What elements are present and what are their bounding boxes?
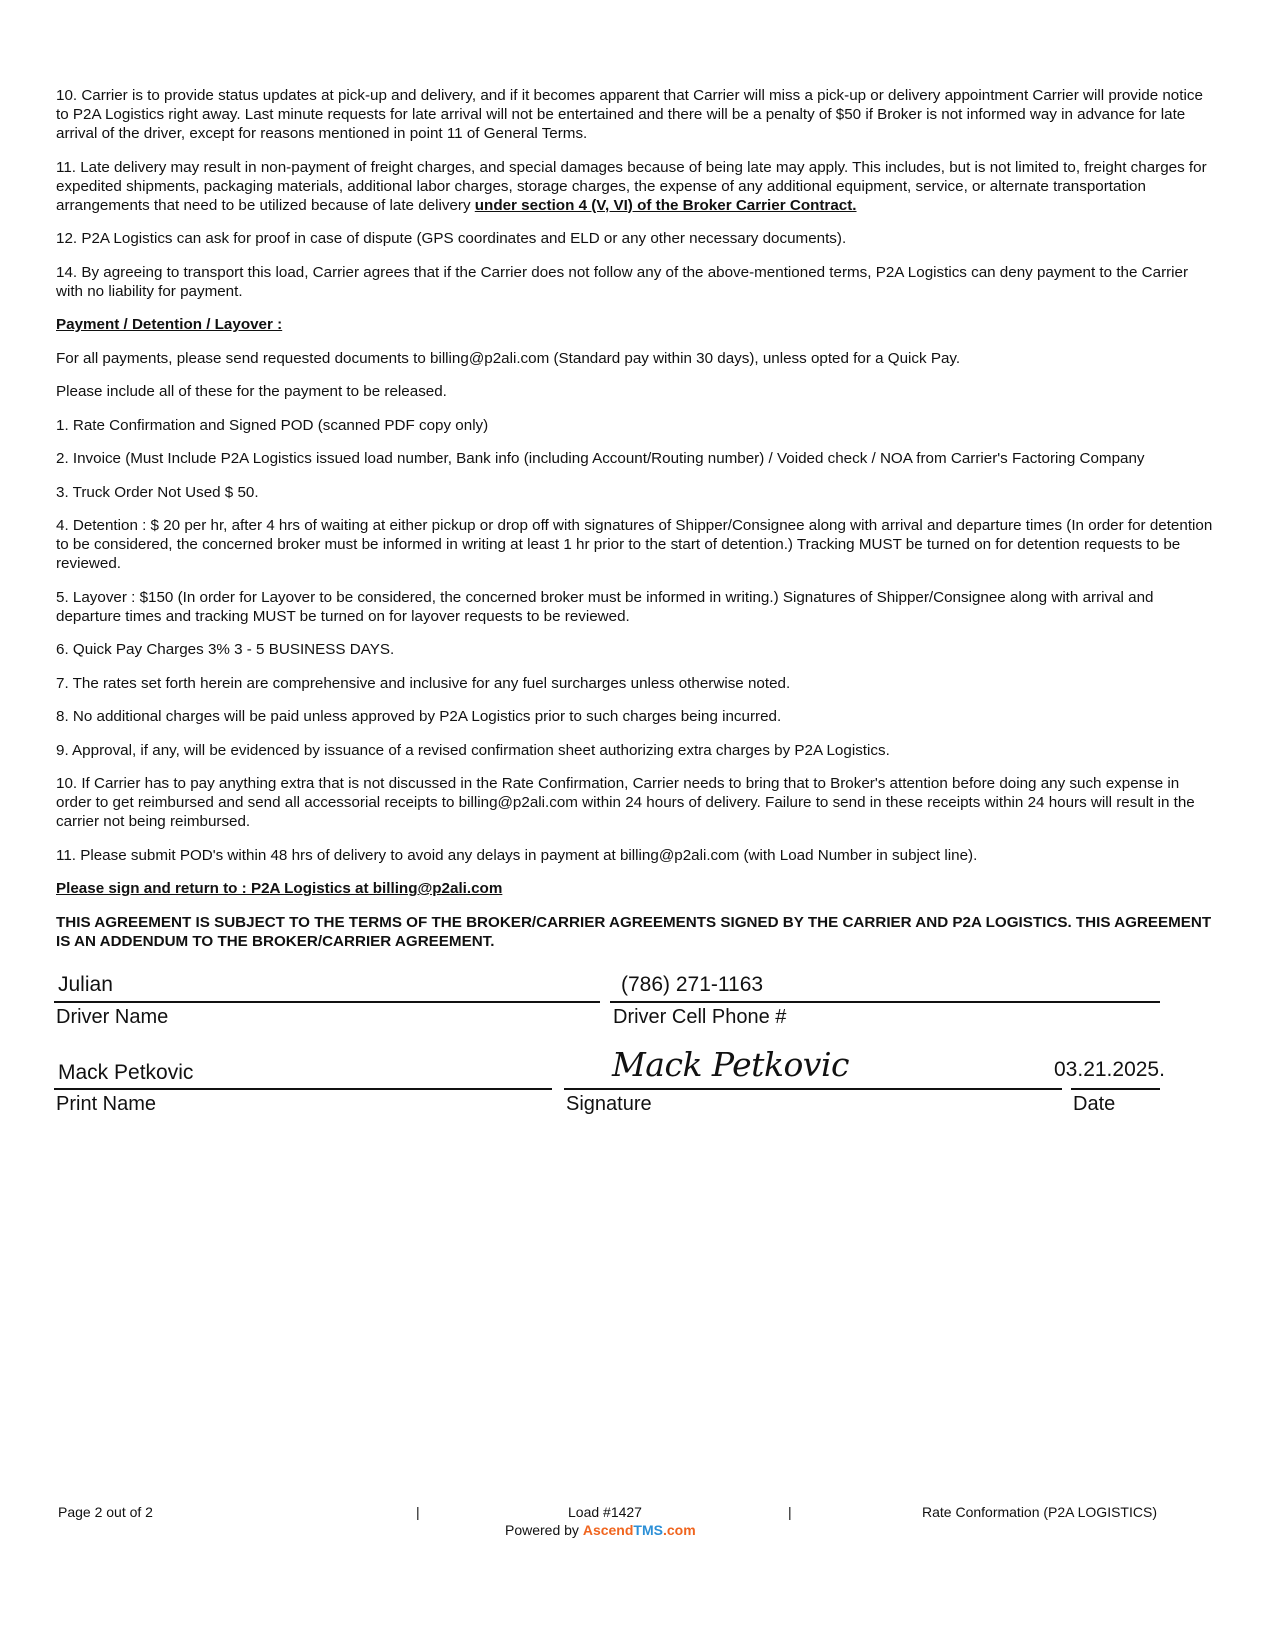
footer-separator-2: | [788, 1504, 792, 1520]
payment-item-6: 6. Quick Pay Charges 3% 3 - 5 BUSINESS DAYS. [56, 641, 395, 658]
date-label: Date [1073, 1093, 1116, 1115]
print-name-line [54, 1088, 552, 1090]
driver-phone-value: (786) 271-1163 [621, 973, 764, 996]
agreement-notice: THIS AGREEMENT IS SUBJECT TO THE TERMS OF THE BROKER/CARRIER AGREEMENTS SIGNED BY THE CARRIER AND P2A LOGISTICS. THIS AGREEMENT IS AN ADDENDUM TO THE BROKER/CARRIER AGREEMENT. [56, 913, 1212, 950]
brand-tms: TMS [633, 1522, 663, 1538]
term-11-text: 11. Late delivery may result in non-payment of freight charges, and special damages because of being late may apply. This includes, but is not limited to, freight charges for expedited shipments, packaging materials, additional labor charges, storage charges, the expense of any additional equipment, service, or alternate transportation arrangements that need to be utilized because of late delivery [56, 158, 1207, 214]
brand-ascend: Ascend [582, 1522, 634, 1538]
date-value: 03.21.2025. [1054, 1058, 1165, 1081]
footer-page-number: Page 2 out of 2 [58, 1504, 153, 1520]
footer-separator-1: | [416, 1504, 420, 1520]
driver-phone-label: Driver Cell Phone # [613, 1006, 787, 1028]
driver-name-line [54, 1001, 600, 1003]
footer-document-title: Rate Conformation (P2A LOGISTICS) [922, 1504, 1157, 1520]
signature-line [564, 1088, 1062, 1090]
driver-name-value: Julian [58, 973, 113, 996]
payment-item-11: 11. Please submit POD's within 48 hrs of delivery to avoid any delays in payment at billing@p2ali.com (with Load Number in subject line). [56, 846, 978, 864]
brand-com: .com [662, 1522, 696, 1538]
term-11-contract-reference: under section 4 (V, VI) of the Broker Carrier Contract. [474, 196, 857, 214]
payment-item-8: 8. No additional charges will be paid unless approved by P2A Logistics prior to such charges being incurred. [56, 708, 782, 725]
term-12: 12. P2A Logistics can ask for proof in case of dispute (GPS coordinates and ELD or any other necessary documents). [56, 230, 847, 247]
term-11 [56, 158, 1216, 215]
driver-name-label: Driver Name [56, 1006, 169, 1028]
payment-intro-1: For all payments, please send requested documents to billing@p2ali.com (Standard pay within 30 days), unless opted for a Quick Pay. [56, 349, 961, 367]
handwritten-signature: Mack Petkovic [612, 1045, 849, 1084]
payment-intro-2: Please include all of these for the payment to be released. [56, 383, 447, 400]
terms-content [56, 86, 1216, 965]
driver-phone-line [610, 1001, 1160, 1003]
payment-item-5: 5. Layover : $150 (In order for Layover to be considered, the concerned broker must be informed in writing.) Signatures of Shipper/Consignee along with arrival and departure times and tracking MUST be turned on for layover requests to be reviewed. [56, 588, 1154, 625]
footer-load-number: Load #1427 [568, 1504, 642, 1520]
date-line [1071, 1088, 1160, 1090]
payment-item-3: 3. Truck Order Not Used $ 50. [56, 483, 259, 501]
print-name-label: Print Name [56, 1093, 157, 1115]
payment-item-1: 1. Rate Confirmation and Signed POD (scanned PDF copy only) [56, 416, 489, 434]
sign-and-return: Please sign and return to : P2A Logistics at billing@p2ali.com [56, 880, 503, 897]
payment-item-7: 7. The rates set forth herein are comprehensive and inclusive for any fuel surcharges unless otherwise noted. [56, 674, 791, 692]
payment-heading: Payment / Detention / Layover : [56, 316, 283, 333]
footer-powered-by [505, 1522, 696, 1538]
payment-item-9: 9. Approval, if any, will be evidenced by issuance of a revised confirmation sheet authorizing extra charges by P2A Logistics. [56, 741, 890, 759]
print-name-value: Mack Petkovic [58, 1061, 194, 1084]
signature-label: Signature [566, 1093, 652, 1115]
payment-item-10: 10. If Carrier has to pay anything extra that is not discussed in the Rate Confirmation, Carrier needs to bring that to Broker's attention before doing any such expense in order to get reimbursed and send all accessorial receipts to billing@p2ali.com within 24 hours of delivery. Failure to send in these receipts within 24 hours will result in the carrier not being reimbursed. [56, 775, 1195, 830]
term-14: 14. By agreeing to transport this load, Carrier agrees that if the Carrier does not follow any of the above-mentioned terms, P2A Logistics can deny payment to the Carrier with no liability for payment. [56, 263, 1189, 300]
term-10: 10. Carrier is to provide status updates at pick-up and delivery, and if it becomes apparent that Carrier will miss a pick-up or delivery appointment Carrier will provide notice to P2A Logistics right away. Last minute requests for late arrival will not be entertained and there will be a penalty of $50 if Broker is not informed way in advance for late arrival of the driver, except for reasons mentioned in point 11 of General Terms. [56, 87, 1203, 142]
payment-item-2: 2. Invoice (Must Include P2A Logistics issued load number, Bank info (including Account/Routing number) / Voided check / NOA from Carrier's Factoring Company [56, 450, 1145, 467]
powered-by-text: Powered by [505, 1522, 583, 1538]
payment-item-4: 4. Detention : $ 20 per hr, after 4 hrs of waiting at either pickup or drop off with signatures of Shipper/Consignee along with arrival and departure times (In order for detention to be considered, the concerned broker must be informed in writing at least 1 hr prior to the start of detention.) Tracking MUST be turned on for detention requests to be reviewed. [56, 517, 1213, 572]
